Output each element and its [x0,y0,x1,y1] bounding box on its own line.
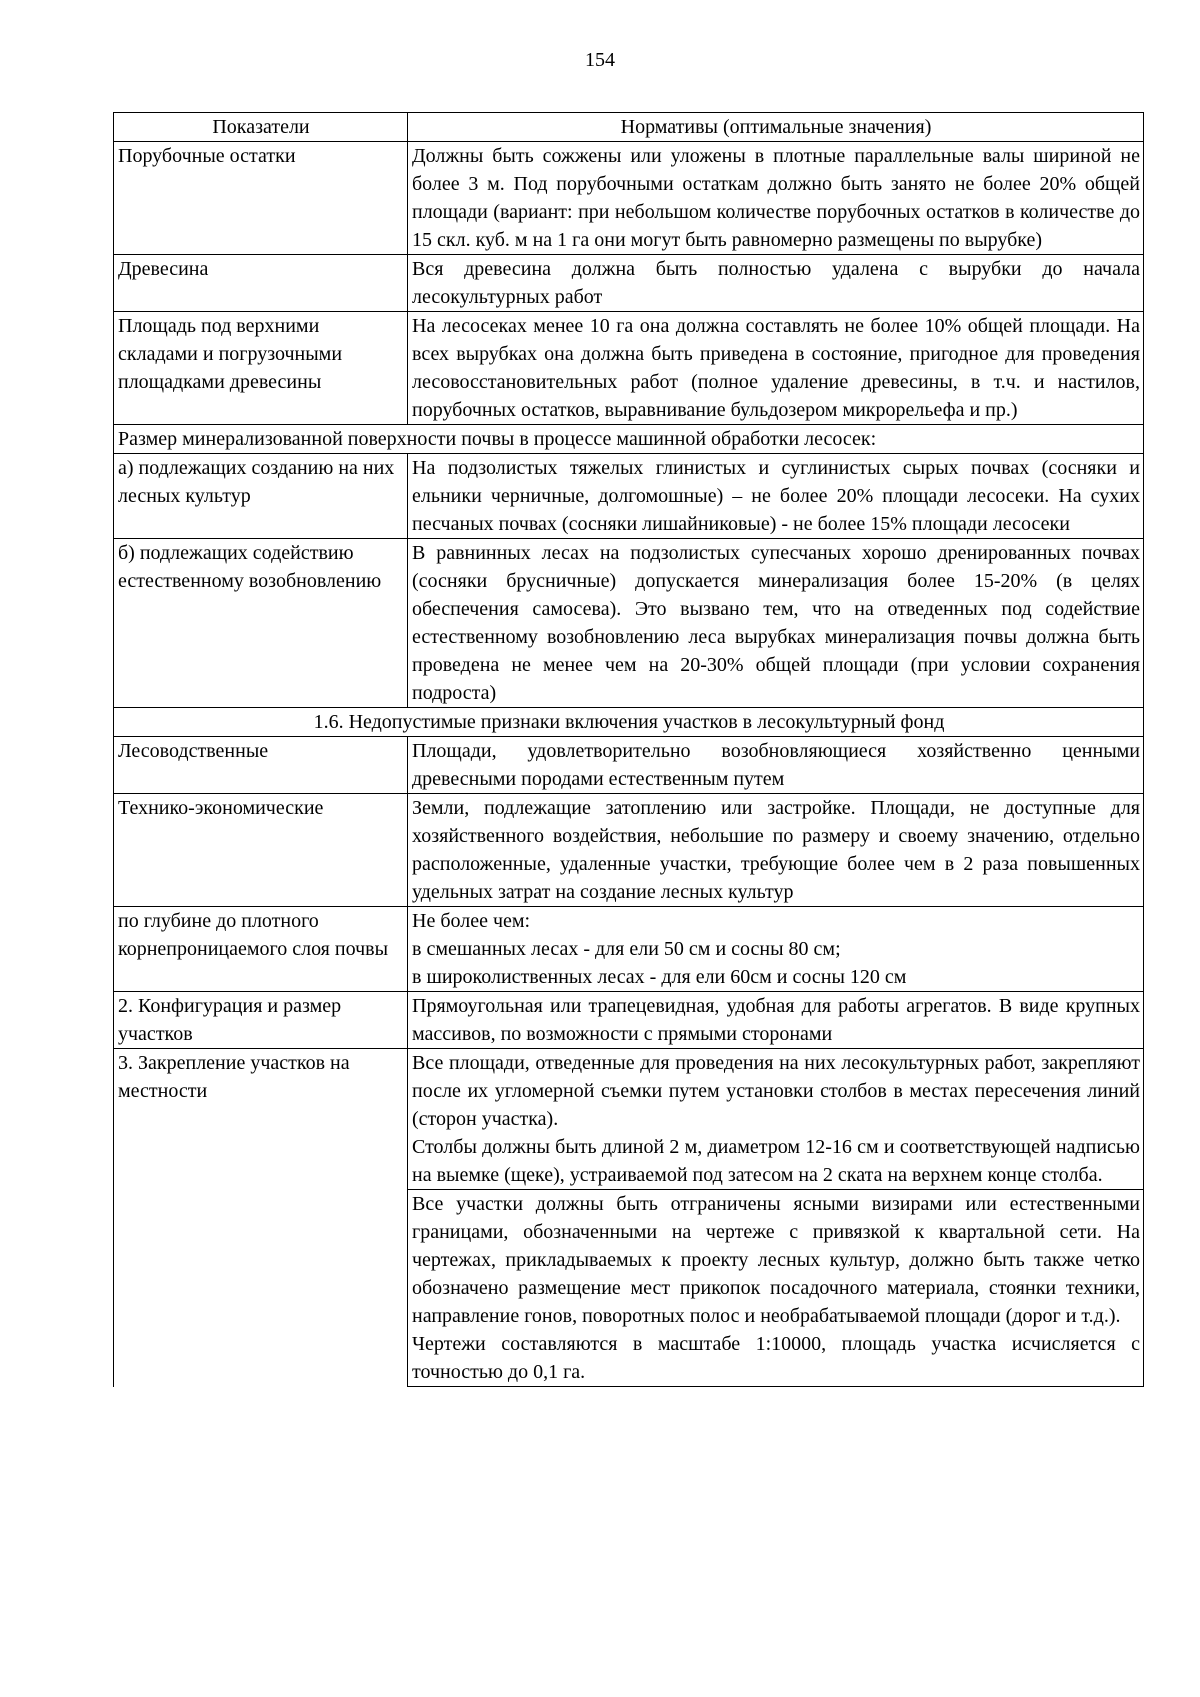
row-indicator: Лесоводственные [114,737,408,794]
header-indicators: Показатели [114,113,408,142]
table-row [114,142,1144,255]
row-indicator: Порубочные остатки [114,142,408,255]
row-indicator: 2. Конфигурация и размер участков [114,992,408,1049]
table-span-row [114,425,1144,454]
norm-paragraph: Все участки должны быть отграничены ясными визирами или естественными границами, обозначенными на чертеже с привязкой к квартальной сети. На чертежах, прикладываемых к проекту лесных культур, должно быть также четко обозначено размещение мест прикопок посадочного материала, стоянки техники, направление гонов, поворотных полос и необрабатываемой площади (дорог и т.д.). [412,1193,1140,1327]
table-row [114,1049,1144,1190]
table-row [114,794,1144,907]
section-title: 1.6. Недопустимые признаки включения участков в лесокультурный фонд [114,708,1144,737]
norm-line: Не более чем: [412,910,531,932]
table-row [114,312,1144,425]
norm-paragraph: Столбы должны быть длиной 2 м, диаметром 12-16 см и соответствующей надписью на выемке (щеке), устраиваемой под затесом на 2 ската на верхнем конце столба. [412,1136,1140,1186]
table-header-row [114,113,1144,142]
mineralized-surface-heading: Размер минерализованной поверхности почвы в процессе машинной обработки лесосек: [114,425,1144,454]
row-indicator: 3. Закрепление участков на местности [114,1049,408,1387]
row-norm [408,1049,1144,1190]
header-norms: Нормативы (оптимальные значения) [408,113,1144,142]
row-norm: В равнинных лесах на подзолистых супесчаных хорошо дренированных почвах (сосняки брусничные) допускается минерализация более 15-20% (в целях обеспечения самосева). Это вызвано тем, что на отведенных под содействие естественному возобновлению леса вырубках минерализация почвы должна быть проведена не менее чем на 20-30% общей площади (при условии сохранения подроста) [408,539,1144,708]
row-norm: Должны быть сожжены или уложены в плотные параллельные валы шириной не более 3 м. Под порубочными остаткам должно быть занято не более 20% общей площади (вариант: при небольшом количестве порубочных остатков в количестве до 15 скл. куб. м на 1 га они могут быть равномерно размещены по вырубке) [408,142,1144,255]
table-row [114,255,1144,312]
norm-paragraph: Чертежи составляются в масштабе 1:10000, площадь участка исчисляется с точностью до 0,1 га. [412,1333,1140,1383]
row-norm: Прямоугольная или трапецевидная, удобная для работы агрегатов. В виде крупных массивов, по возможности с прямыми сторонами [408,992,1144,1049]
page-number: 154 [585,49,615,71]
row-indicator: Площадь под верхними складами и погрузочными площадками древесины [114,312,408,425]
row-norm: Земли, подлежащие затоплению или застройке. Площади, не доступные для хозяйственного воздействия, небольшие по размеру и своему значению, отдельно расположенные, удаленные участки, требующие более чем в 2 раза повышенных удельных затрат на создание лесных культур [408,794,1144,907]
row-norm: Площади, удовлетворительно возобновляющиеся хозяйственно ценными древесными породами естественным путем [408,737,1144,794]
row-indicator: б) подлежащих содействию естественному возобновлению [114,539,408,708]
table-row [114,907,1144,992]
table-section-row [114,708,1144,737]
row-indicator: а) подлежащих созданию на них лесных культур [114,454,408,539]
table-row [114,737,1144,794]
table-row [114,539,1144,708]
row-indicator: Технико-экономические [114,794,408,907]
row-norm-continued [408,1190,1144,1387]
row-indicator: по глубине до плотного корнепроницаемого слоя почвы [114,907,408,992]
row-norm: На подзолистых тяжелых глинистых и суглинистых сырых почвах (сосняки и ельники черничные, долгомошные) – не более 20% площади лесосеки. На сухих песчаных почвах (сосняки лишайниковые) - не более 15% площади лесосеки [408,454,1144,539]
table-row [114,454,1144,539]
row-indicator: Древесина [114,255,408,312]
norms-table [113,112,1144,1387]
row-norm [408,907,1144,992]
norm-line: в смешанных лесах - для ели 50 см и сосны 80 см; [412,938,841,960]
norm-paragraph: Все площади, отведенные для проведения на них лесокультурных работ, закрепляют после их угломерной съемки путем установки столбов в местах пересечения линий (сторон участка). [412,1052,1140,1130]
norm-line: в широколиственных лесах - для ели 60см и сосны 120 см [412,966,907,988]
row-norm: Вся древесина должна быть полностью удалена с вырубки до начала лесокультурных работ [408,255,1144,312]
row-norm: На лесосеках менее 10 га она должна составлять не более 10% общей площади. На всех вырубках она должна быть приведена в состояние, пригодное для проведения лесовосстановительных работ (полное удаление древесины, в т.ч. и настилов, порубочных остатков, выравнивание бульдозером микрорельефа и пр.) [408,312,1144,425]
table-row [114,992,1144,1049]
